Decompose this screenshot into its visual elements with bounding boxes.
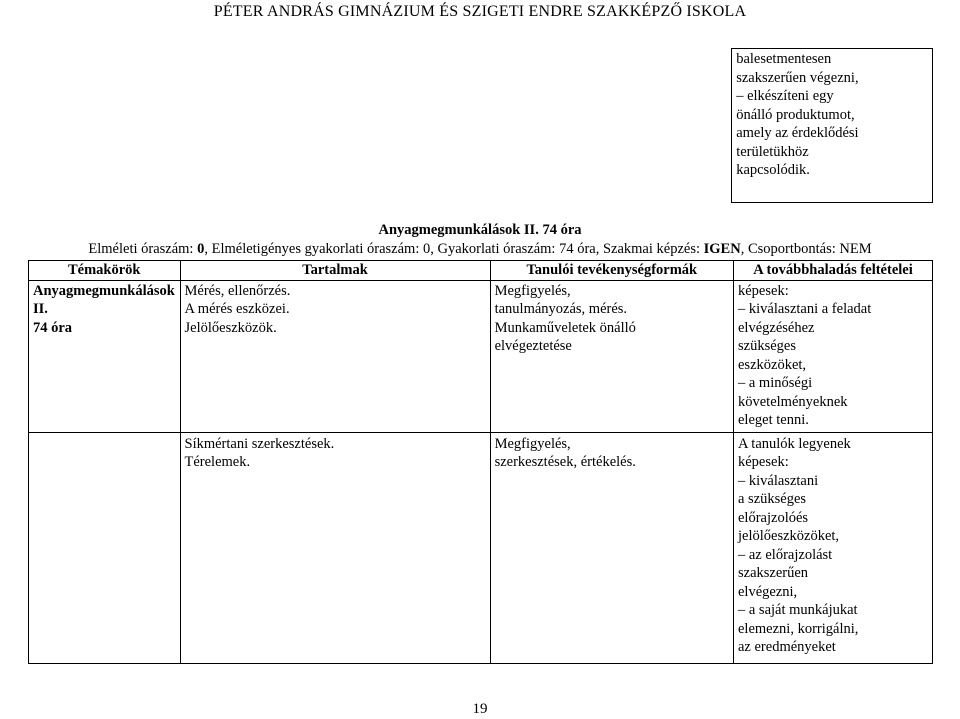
condition-line: a szükséges bbox=[738, 491, 807, 507]
module-title: Anyagmegmunkálások II. 74 óra bbox=[378, 222, 582, 238]
activity-cell bbox=[490, 432, 733, 663]
cell-line: balesetmentesen bbox=[736, 51, 832, 67]
cell-line: kapcsolódik. bbox=[736, 162, 810, 178]
hours-mid: , Elméletigényes gyakorlati óraszám: 0, Gyakorlati óraszám: 74 óra, Szakmai képzés: bbox=[204, 240, 704, 257]
continuation-cell bbox=[732, 49, 933, 203]
condition-line: – kiválasztani a feladat bbox=[738, 301, 872, 317]
activity-line: Megfigyelés, bbox=[494, 435, 571, 452]
condition-cell bbox=[734, 432, 933, 663]
activity-line: Munkaműveletek önálló bbox=[494, 319, 636, 336]
topic-line: Anyagmegmunkálások bbox=[33, 282, 175, 299]
content-line: Mérés, ellenőrzés. bbox=[184, 282, 291, 299]
condition-line: szakszerűen bbox=[738, 565, 809, 581]
condition-line: eleget tenni. bbox=[738, 412, 809, 428]
condition-line: A tanulók legyenek bbox=[738, 435, 851, 452]
curriculum-table bbox=[28, 260, 933, 664]
module-heading bbox=[0, 221, 960, 258]
school-header: PÉTER ANDRÁS GIMNÁZIUM ÉS SZIGETI ENDRE SZAKKÉPZŐ ISKOLA bbox=[213, 3, 747, 20]
hours-theory: 0 bbox=[197, 240, 205, 257]
table-row bbox=[29, 432, 933, 663]
continuation-table bbox=[28, 48, 933, 203]
condition-line: elvégzéséhez bbox=[738, 319, 815, 336]
condition-line: elvégezni, bbox=[738, 583, 798, 600]
activity-cell bbox=[490, 280, 733, 432]
cell-line: önálló produktumot, bbox=[736, 106, 855, 123]
content-line: Jelölőeszközök. bbox=[184, 319, 277, 336]
topic-cell bbox=[29, 280, 181, 432]
header-contents: Tartalmak bbox=[180, 261, 490, 281]
content-line: Térelemek. bbox=[184, 454, 251, 470]
hours-suffix: , Csoportbontás: NEM bbox=[740, 240, 872, 257]
condition-cell bbox=[734, 280, 933, 432]
condition-line: előrajzolóés bbox=[738, 509, 809, 526]
topic-line: II. bbox=[33, 301, 48, 317]
condition-line: szükséges bbox=[738, 338, 796, 354]
content-line: Síkmértani szerkesztések. bbox=[184, 435, 335, 452]
activity-line: szerkesztések, értékelés. bbox=[494, 454, 636, 470]
cell-line: amely az érdeklődési bbox=[736, 125, 859, 141]
activity-line: Megfigyelés, bbox=[494, 282, 571, 299]
condition-line: követelményeknek bbox=[738, 393, 848, 410]
condition-line: – az előrajzolást bbox=[738, 546, 833, 563]
table-header-row bbox=[29, 261, 933, 281]
activity-line: elvégeztetése bbox=[494, 338, 572, 354]
training-value: IGEN bbox=[703, 240, 741, 257]
header-activities: Tanulói tevékenységformák bbox=[490, 261, 733, 281]
cell-line: szakszerűen végezni, bbox=[736, 69, 859, 86]
condition-line: elemezni, korrigálni, bbox=[738, 620, 859, 637]
condition-line: – a minőségi bbox=[738, 375, 813, 391]
topic-line: 74 óra bbox=[33, 319, 73, 336]
content-line: A mérés eszközei. bbox=[184, 301, 290, 317]
condition-line: az eredményeket bbox=[738, 639, 836, 655]
header-topics: Témakörök bbox=[29, 261, 181, 281]
empty-cell bbox=[28, 49, 732, 203]
topic-cell-empty bbox=[29, 432, 181, 663]
condition-line: jelölőeszközöket, bbox=[738, 528, 840, 544]
condition-line: képesek: bbox=[738, 454, 789, 470]
page-number: 19 bbox=[472, 701, 488, 717]
condition-line: képesek: bbox=[738, 282, 789, 299]
cell-line: – elkészíteni egy bbox=[736, 88, 834, 104]
header-conditions: A továbbhaladás feltételei bbox=[734, 261, 933, 281]
condition-line: – kiválasztani bbox=[738, 472, 819, 489]
condition-line: eszközöket, bbox=[738, 356, 807, 373]
activity-line: tanulmányozás, mérés. bbox=[494, 301, 628, 317]
table-row bbox=[29, 280, 933, 432]
content-cell bbox=[180, 432, 490, 663]
hours-prefix: Elméleti óraszám: bbox=[88, 240, 198, 257]
cell-line: területükhöz bbox=[736, 143, 809, 160]
content-cell bbox=[180, 280, 490, 432]
hours-line bbox=[0, 240, 960, 259]
condition-line: – a saját munkájukat bbox=[738, 602, 858, 618]
